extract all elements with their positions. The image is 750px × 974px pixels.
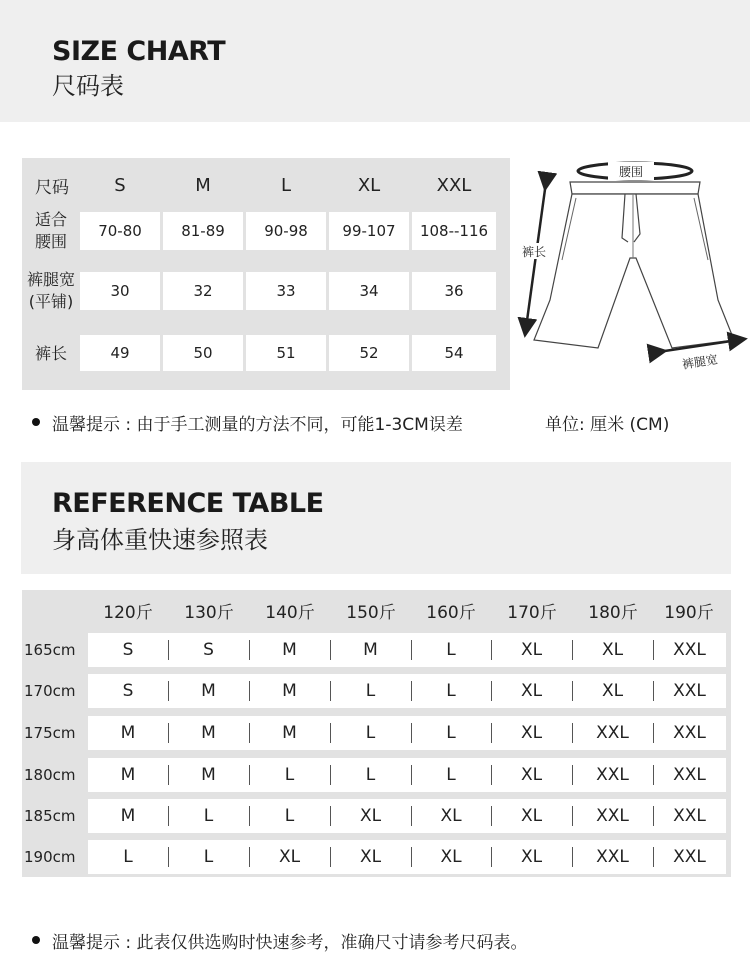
cell-divider — [572, 765, 573, 785]
cell-divider — [653, 640, 654, 660]
cell-divider — [168, 640, 169, 660]
height-label: 185cm — [24, 807, 76, 825]
measurement-note: 温馨提示 : 由于手工测量的方法不同，可能1-3CM误差 — [32, 410, 463, 434]
size-cell: M — [120, 765, 136, 785]
size-cell: 90-98 — [246, 212, 326, 250]
size-cell: M — [282, 640, 297, 660]
weight-header: 180斤 — [588, 602, 638, 623]
size-cell: M — [120, 723, 136, 743]
size-cell: XL — [520, 681, 543, 701]
cell-divider — [411, 765, 412, 785]
cell-divider — [330, 765, 331, 785]
size-cell: XXL — [673, 681, 706, 701]
height-label: 165cm — [24, 641, 76, 659]
cell-divider — [249, 806, 250, 826]
size-cell: 32 — [163, 272, 243, 310]
cell-divider — [491, 640, 492, 660]
height-label: 180cm — [24, 766, 76, 784]
length-label: 裤长 — [521, 245, 547, 259]
size-chart-banner — [0, 0, 750, 122]
size-cell: XXL — [673, 723, 706, 743]
size-header-l: L — [280, 174, 292, 196]
table-row — [88, 840, 726, 874]
size-cell: M — [282, 681, 297, 701]
size-cell: S — [122, 640, 134, 660]
weight-header: 160斤 — [426, 602, 476, 623]
cell-divider — [572, 806, 573, 826]
size-cell: 34 — [329, 272, 409, 310]
size-cell: XXL — [596, 723, 629, 743]
reference-title-cn: 身高体重快速参照表 — [52, 526, 268, 554]
size-cell: L — [446, 640, 456, 660]
size-cell: XXL — [673, 847, 706, 867]
cell-divider — [168, 765, 169, 785]
size-cell: XXL — [673, 640, 706, 660]
size-cell: 50 — [163, 335, 243, 371]
size-cell: L — [365, 765, 376, 785]
size-cell: XL — [278, 847, 301, 867]
cell-divider — [411, 847, 412, 867]
size-cell: XL — [601, 640, 624, 660]
waist-label: 腰围 — [618, 165, 644, 179]
cell-divider — [330, 806, 331, 826]
size-cell: L — [446, 681, 456, 701]
cell-divider — [168, 681, 169, 701]
shorts-outline — [534, 194, 734, 348]
cell-divider — [330, 847, 331, 867]
size-cell: XL — [440, 847, 462, 867]
size-cell: XXL — [596, 806, 629, 826]
size-row-label-length: 裤长 — [34, 344, 67, 363]
size-cell: 49 — [80, 335, 160, 371]
size-cell: XXL — [596, 847, 629, 867]
size-cell: 81-89 — [163, 212, 243, 250]
cell-divider — [249, 847, 250, 867]
cell-divider — [491, 806, 492, 826]
cell-divider — [572, 640, 573, 660]
cell-divider — [330, 681, 331, 701]
size-cell: XL — [520, 847, 543, 867]
size-cell: S — [203, 640, 214, 660]
table-row — [88, 716, 726, 750]
size-header-m: M — [195, 174, 211, 196]
size-cell: XL — [359, 847, 382, 867]
cell-divider — [572, 847, 573, 867]
size-row-label-leg-width: 裤腿宽 (平铺) — [26, 270, 75, 311]
cell-divider — [491, 847, 492, 867]
weight-header: 140斤 — [265, 602, 315, 623]
weight-header: 120斤 — [103, 602, 153, 623]
leg-width-label: 裤腿宽 — [681, 352, 719, 372]
bullet-icon — [32, 418, 40, 426]
size-cell: XL — [520, 765, 543, 785]
cell-divider — [491, 723, 492, 743]
cell-divider — [653, 806, 654, 826]
size-cell: XL — [520, 723, 543, 743]
cell-divider — [653, 847, 654, 867]
size-cell: M — [120, 806, 136, 826]
cell-divider — [249, 765, 250, 785]
size-cell: L — [365, 681, 376, 701]
cell-divider — [653, 765, 654, 785]
cell-divider — [411, 806, 412, 826]
table-row — [88, 633, 726, 667]
cell-divider — [653, 723, 654, 743]
cell-divider — [249, 723, 250, 743]
height-label: 175cm — [24, 724, 76, 742]
weight-header: 170斤 — [507, 602, 557, 623]
size-header-s: S — [114, 174, 126, 196]
size-cell: 54 — [412, 335, 496, 371]
size-cell: 51 — [246, 335, 326, 371]
size-cell: XXL — [673, 806, 706, 826]
size-cell: XL — [520, 640, 543, 660]
size-cell: L — [284, 765, 295, 785]
cell-divider — [249, 681, 250, 701]
size-cell: 30 — [80, 272, 160, 310]
size-cell: 52 — [329, 335, 409, 371]
size-cell: M — [282, 723, 297, 743]
bullet-icon — [32, 936, 40, 944]
cell-divider — [168, 847, 169, 867]
cell-divider — [653, 681, 654, 701]
size-cell: XXL — [596, 765, 629, 785]
weight-header: 130斤 — [184, 602, 234, 623]
size-cell: XXL — [673, 765, 706, 785]
size-cell: M — [201, 765, 216, 785]
size-header-xl: XL — [357, 174, 381, 196]
reference-table-banner — [21, 462, 731, 574]
size-cell: XL — [440, 806, 462, 826]
height-label: 170cm — [24, 682, 76, 700]
reference-note: 温馨提示 : 此表仅供选购时快速参考，准确尺寸请参考尺码表。 — [32, 928, 528, 952]
size-cell: L — [284, 806, 295, 826]
size-cell: L — [365, 723, 376, 743]
size-chart-title-en: SIZE CHART — [52, 36, 226, 67]
size-chart-title-cn: 尺码表 — [52, 72, 124, 100]
cell-divider — [411, 640, 412, 660]
size-cell: L — [123, 847, 133, 867]
size-cell: 33 — [246, 272, 326, 310]
size-cell: M — [363, 640, 378, 660]
table-row — [88, 799, 726, 833]
cell-divider — [168, 723, 169, 743]
size-cell: 36 — [412, 272, 496, 310]
size-header-label: 尺码 — [35, 177, 69, 198]
size-row-label-waist: 适合 腰围 — [34, 210, 67, 251]
size-cell: L — [446, 765, 456, 785]
size-cell: XL — [359, 806, 382, 826]
table-row — [88, 758, 726, 792]
cell-divider — [491, 765, 492, 785]
size-cell: 108--116 — [412, 212, 496, 250]
shorts-diagram — [512, 150, 748, 380]
size-cell: S — [122, 681, 134, 701]
unit-note: 单位: 厘米 (CM) — [545, 414, 670, 435]
weight-header: 190斤 — [664, 602, 714, 623]
cell-divider — [168, 806, 169, 826]
cell-divider — [330, 723, 331, 743]
cell-divider — [572, 681, 573, 701]
cell-divider — [491, 681, 492, 701]
cell-divider — [572, 723, 573, 743]
table-row — [88, 674, 726, 708]
size-cell: M — [201, 723, 216, 743]
cell-divider — [411, 723, 412, 743]
size-cell: M — [201, 681, 216, 701]
cell-divider — [330, 640, 331, 660]
reference-title-en: REFERENCE TABLE — [52, 488, 324, 519]
size-cell: L — [203, 806, 214, 826]
size-cell: XL — [601, 681, 624, 701]
cell-divider — [249, 640, 250, 660]
weight-header: 150斤 — [346, 602, 396, 623]
size-header-xxl: XXL — [436, 174, 472, 196]
cell-divider — [411, 681, 412, 701]
height-label: 190cm — [24, 848, 76, 866]
size-cell: 70-80 — [80, 212, 160, 250]
size-cell: 99-107 — [329, 212, 409, 250]
size-cell: L — [446, 723, 456, 743]
waistband — [570, 182, 700, 194]
size-cell: XL — [520, 806, 543, 826]
size-cell: L — [203, 847, 214, 867]
